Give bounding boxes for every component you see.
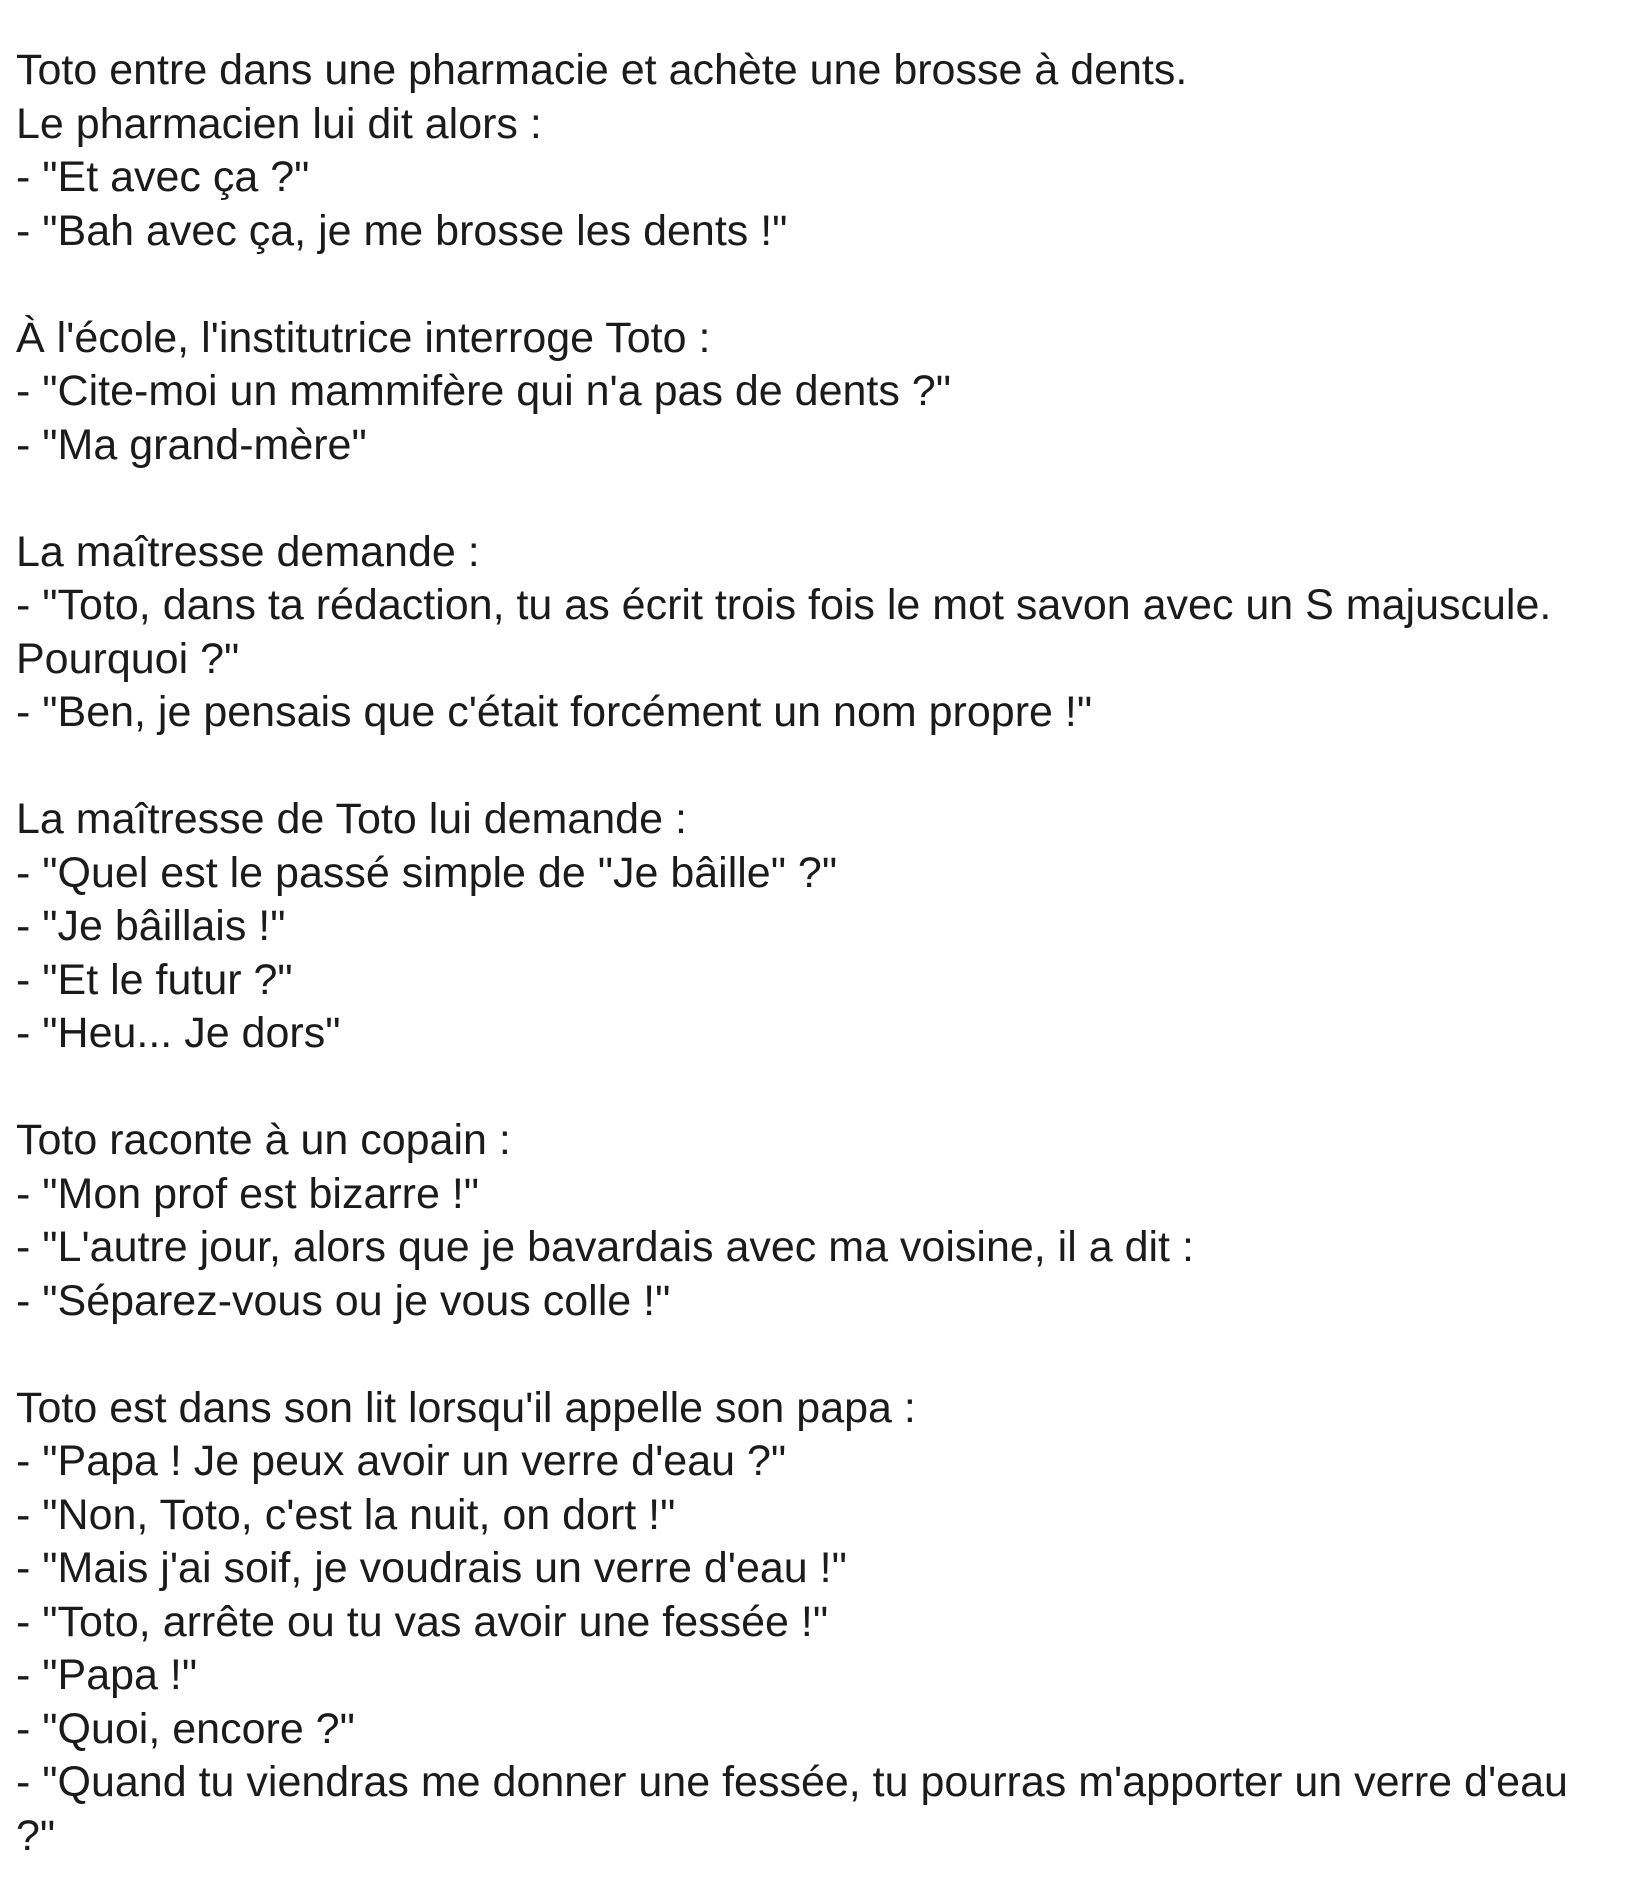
joke-pharmacy	[16, 44, 1611, 258]
joke-line: - "Séparez-vous ou je vous colle !"	[16, 1276, 671, 1325]
joke-line: - "L'autre jour, alors que je bavardais avec ma voisine, il a dit :	[16, 1223, 1194, 1271]
joke-line: - "Quoi, encore ?"	[16, 1704, 355, 1753]
joke-line: - "Et avec ça ?"	[16, 153, 310, 201]
joke-line: Le pharmacien lui dit alors :	[16, 99, 542, 148]
joke-line: - "Quel est le passé simple de "Je bâille" ?"	[16, 848, 838, 897]
joke-prof-bizarre	[16, 1114, 1611, 1328]
joke-line: - "Papa !"	[16, 1651, 198, 1699]
joke-line: La maîtresse demande :	[16, 527, 480, 576]
joke-school-mammal	[16, 312, 1611, 473]
joke-line: - "Toto, arrête ou tu vas avoir une fessée !"	[16, 1597, 829, 1646]
joke-line: Toto entre dans une pharmacie et achète une brosse à dents.	[16, 46, 1188, 94]
joke-line: - "Non, Toto, c'est la nuit, on dort !"	[16, 1490, 676, 1539]
joke-line: - "Papa ! Je peux avoir un verre d'eau ?"	[16, 1437, 787, 1485]
joke-line: - "Et le futur ?"	[16, 955, 293, 1004]
joke-line: La maîtresse de Toto lui demande :	[16, 795, 687, 843]
joke-line: - "Mon prof est bizarre !"	[16, 1169, 480, 1218]
joke-line: - "Je bâillais !"	[16, 902, 286, 950]
jokes-document	[16, 44, 1611, 1863]
joke-line: - "Heu... Je dors"	[16, 1009, 341, 1057]
joke-line: - "Ma grand-mère"	[16, 420, 367, 469]
joke-line: - "Cite-moi un mammifère qui n'a pas de dents ?"	[16, 367, 951, 415]
joke-line: Toto raconte à un copain :	[16, 1116, 511, 1164]
joke-passe-simple	[16, 793, 1611, 1061]
joke-verre-d-eau	[16, 1382, 1611, 1864]
joke-line: - "Quand tu viendras me donner une fessée, tu pourras m'apporter un verre d'eau ?"	[16, 1758, 1568, 1860]
joke-line: À l'école, l'institutrice interroge Toto :	[16, 313, 711, 362]
joke-line: - "Bah avec ça, je me brosse les dents !"	[16, 206, 788, 255]
joke-line: - "Mais j'ai soif, je voudrais un verre d'eau !"	[16, 1544, 847, 1592]
joke-line: - "Ben, je pensais que c'était forcément un nom propre !"	[16, 688, 1093, 736]
joke-savon	[16, 526, 1611, 740]
joke-line: - "Toto, dans ta rédaction, tu as écrit trois fois le mot savon avec un S majuscule. Pourquoi ?"	[16, 581, 1552, 683]
joke-line: Toto est dans son lit lorsqu'il appelle son papa :	[16, 1383, 916, 1432]
